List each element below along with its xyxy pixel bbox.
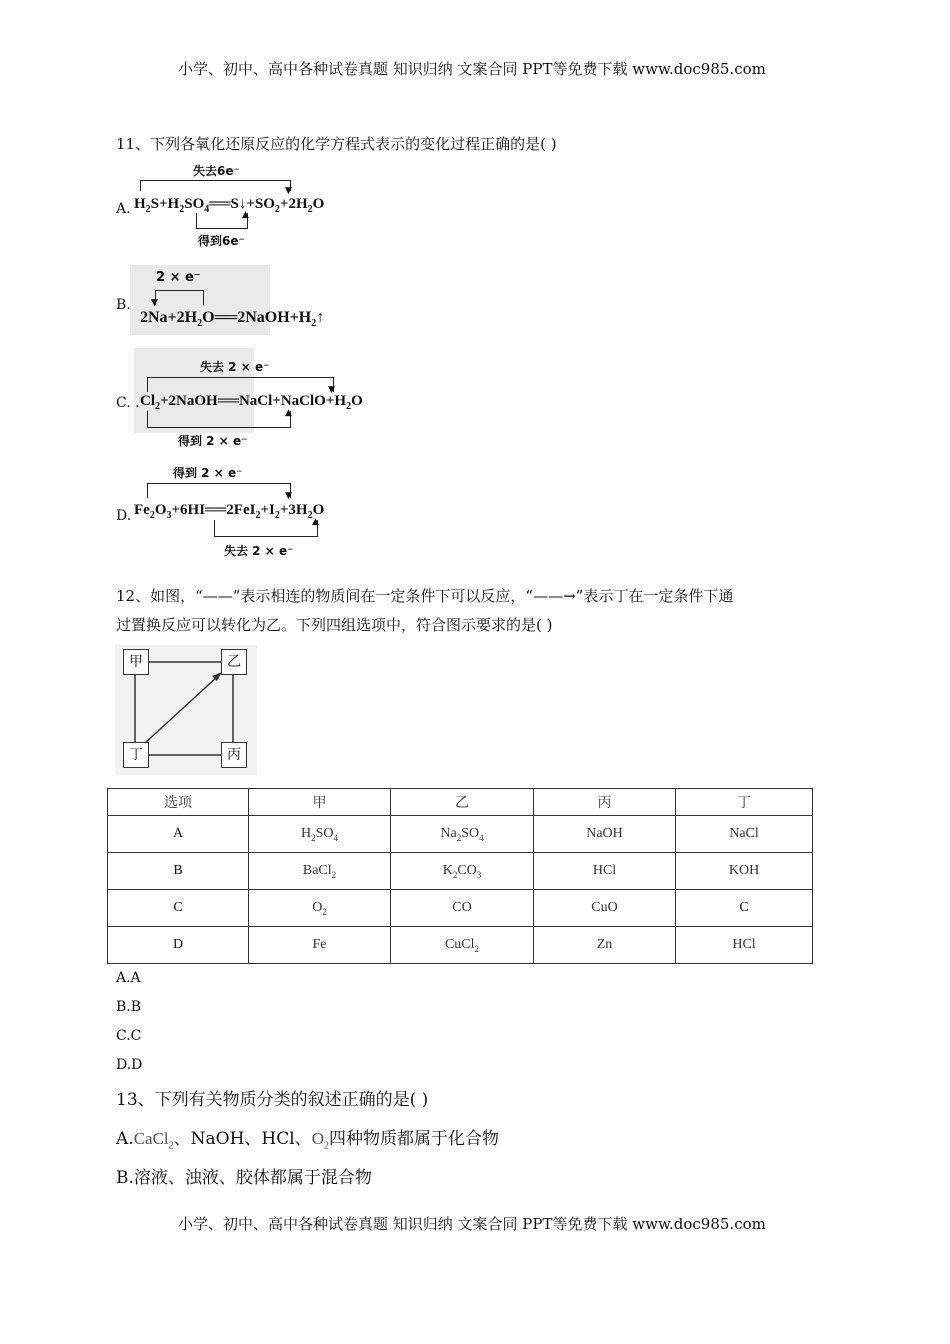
q11-c-bottom-bracket [147,411,291,428]
q11-a-bottom-bracket [196,213,248,229]
table-cell: KOH [676,853,813,890]
table-cell: C [676,890,813,927]
q11-a-equation: $H_2S+H_2SO_4══S↓+SO_2+2H_2O$ [134,196,325,215]
q11-c-top-bracket [147,377,334,392]
table-cell: CuCl$_2$ [391,927,534,964]
q12-options-table [107,788,813,964]
table-cell: $H_2SO_4$ [249,816,391,853]
q11-option-d-prefix: D. [116,508,132,524]
table-row [108,890,813,927]
page-header: 小学、初中、高中各种试卷真题 知识归纳 文案合同 PPT等免费下载 www.doc985.com [178,60,766,78]
table-cell: $K_2CO_3$ [391,853,534,890]
table-cell: HCl [676,927,813,964]
q13-option-b: B.溶液、浊液、胶体都属于混合物 [116,1168,372,1188]
q13-option-a [116,1124,499,1151]
q11-b-equation: $2Na+2H_2O══2NaOH+H_2↑$ [140,309,325,330]
table-cell: NaOH [534,816,676,853]
q13-a-text1: 、NaOH、HCl、 [173,1129,312,1149]
q13-a-text2: 四种物质都属于化合物 [328,1129,499,1149]
q11-option-b-prefix: B. [116,297,131,313]
table-cell: $Na_2SO_4$ [391,816,534,853]
table-cell: Zn [534,927,676,964]
q11-d-bottom-bracket [214,520,318,537]
arrow-down-icon: ▼ [285,491,292,501]
table-cell-option: B [108,853,249,890]
q12-answer-d: D.D [116,1057,143,1073]
table-header-cell: 甲 [249,789,391,816]
table-cell: $O_2$ [249,890,391,927]
table-cell-option: C [108,890,249,927]
q11-d-bottom-label: 失去 2 × e⁻ [224,544,294,558]
q12-answer-c: C.C [116,1028,142,1044]
q11-d-equation: $Fe_2O_3+6HI══2FeI_2+I_2+3H_2O$ [134,502,325,521]
table-header-row [108,789,813,816]
table-cell: NaCl [676,816,813,853]
table-header-cell: 选项 [108,789,249,816]
q13-stem: 13、下列有关物质分类的叙述正确的是( ) [116,1090,429,1110]
q11-option-c-prefix: C. . [116,395,140,411]
arrow-down-icon: ▼ [151,298,158,308]
q12-diagram [115,645,257,775]
q11-b-bracket [155,290,204,305]
table-header-cell: 乙 [391,789,534,816]
table-row [108,853,813,890]
formula-o2: $O_2$ [311,1129,329,1152]
q11-c-bottom-label: 得到 2 × e⁻ [178,434,248,448]
diagram-node-ding: 丁 [123,742,149,768]
table-header-cell: 丙 [534,789,676,816]
arrow-down-icon: ▼ [285,186,292,196]
q12-stem-line1: 12、如图，“——”表示相连的物质间在一定条件下可以反应，“——→”表示丁在一定条件下通 [116,587,734,605]
table-header-cell: 丁 [676,789,813,816]
q12-answer-a: A.A [116,970,141,986]
diagram-node-bing: 丙 [221,742,247,768]
table-cell: HCl [534,853,676,890]
arrow-up-icon: ▲ [312,517,319,527]
q12-stem-line2: 过置换反应可以转化为乙。下列四组选项中，符合图示要求的是( ) [116,616,553,634]
q11-d-top-bracket [147,483,291,498]
q11-d-top-label: 得到 2 × e⁻ [173,466,243,480]
table-cell-option: D [108,927,249,964]
q11-b-top-label: 2 × e⁻ [156,270,201,285]
diagram-node-jia: 甲 [123,649,149,675]
q11-a-top-bracket [140,180,291,191]
table-cell: CO [391,890,534,927]
q13-a-prefix: A. [116,1129,134,1149]
q11-a-top-label: 失去6e⁻ [193,164,240,178]
q11-stem: 11、下列各氧化还原反应的化学方程式表示的变化过程正确的是( ) [116,135,557,153]
table-cell: Fe [249,927,391,964]
q12-answer-b: B.B [116,999,142,1015]
q11-c-top-label: 失去 2 × e⁻ [200,360,270,374]
table-cell-option: A [108,816,249,853]
table-cell: BaCl$_2$ [249,853,391,890]
arrow-up-icon: ▲ [285,408,292,418]
table-row [108,927,813,964]
table-row [108,816,813,853]
q11-option-a-prefix: A. [116,201,131,217]
page-footer: 小学、初中、高中各种试卷真题 知识归纳 文案合同 PPT等免费下载 www.doc985.com [178,1215,766,1233]
q11-a-bottom-label: 得到6e⁻ [198,234,245,248]
q11-c-equation: $Cl_2+2NaOH══NaCl+NaClO+H_2O$ [140,393,363,412]
formula-cacl2: CaCl$_2$ [133,1129,174,1152]
arrow-down-icon: ▼ [328,385,335,395]
table-cell: CuO [534,890,676,927]
diagram-node-yi: 乙 [221,649,247,675]
arrow-up-icon: ▲ [242,210,249,220]
